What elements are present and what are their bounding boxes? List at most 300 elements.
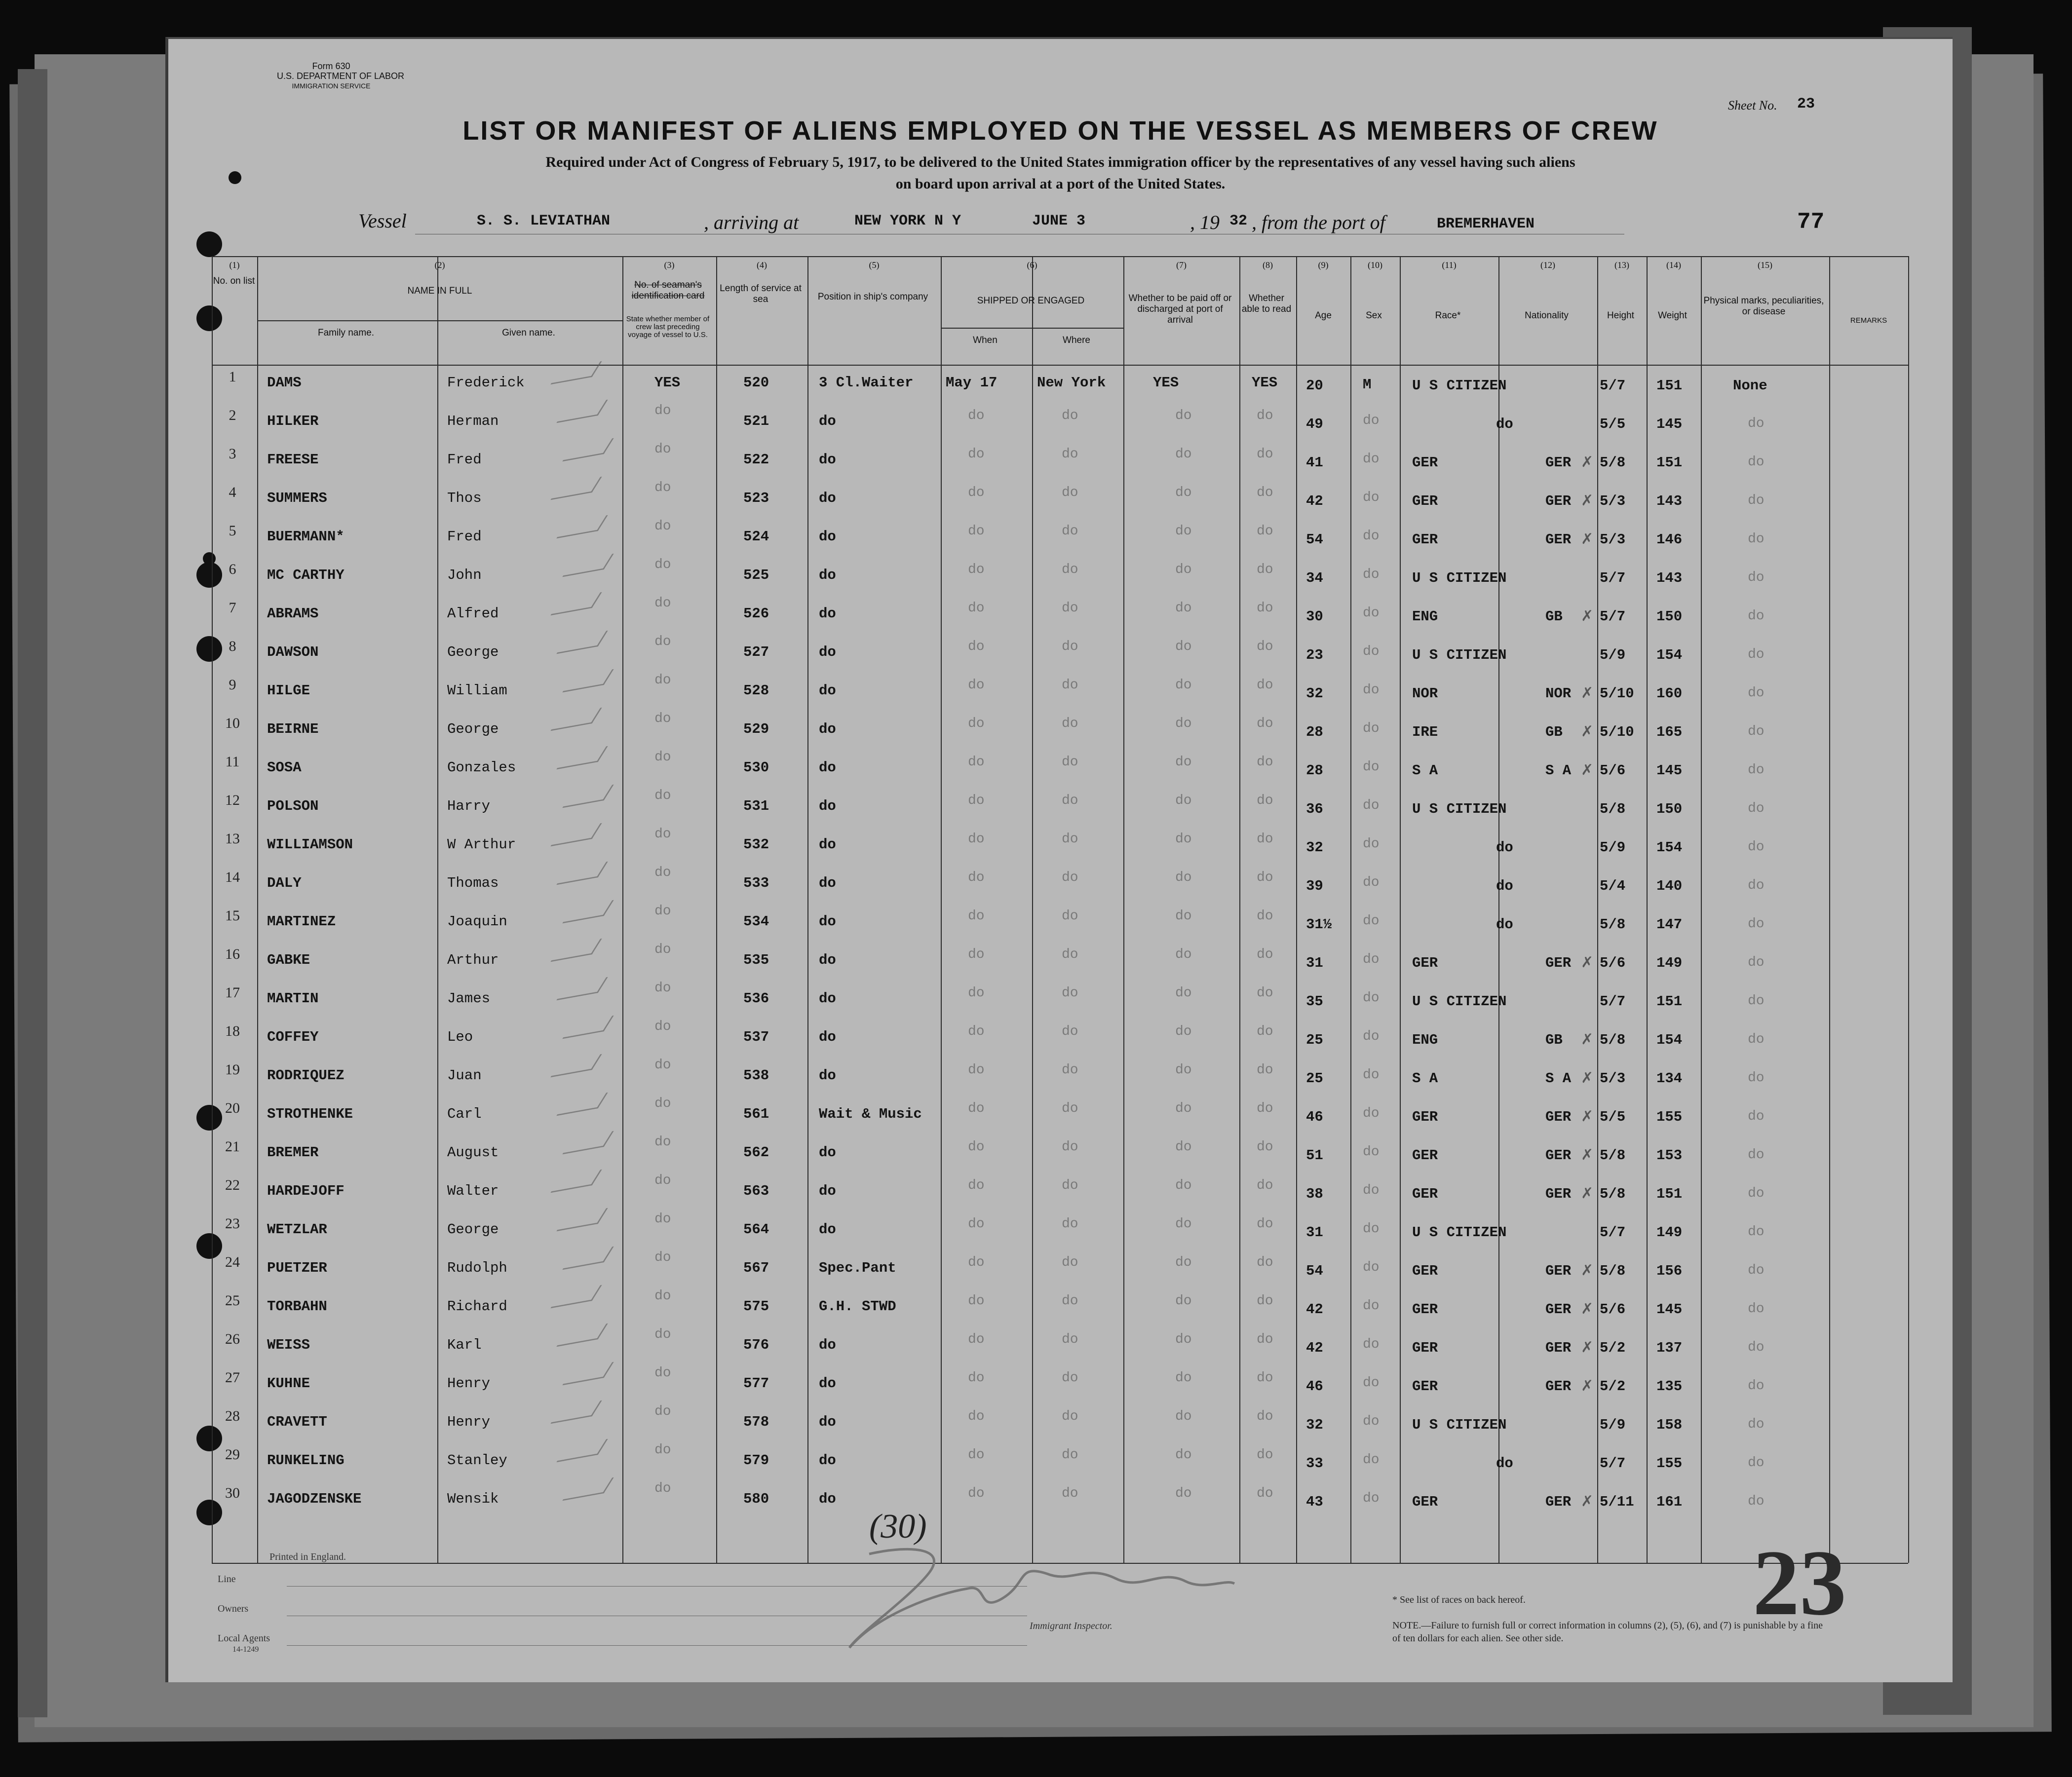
table-column-rule: [622, 256, 623, 1563]
row-number: 21: [225, 1138, 240, 1155]
check-mark: [562, 1477, 614, 1501]
able-to-read: do: [1257, 601, 1273, 616]
height: 5/2: [1600, 1340, 1626, 1356]
physical-marks: do: [1748, 608, 1765, 624]
shipped-when: do: [968, 755, 985, 770]
given-name: W Arthur: [447, 836, 516, 853]
crew-last-voyage: YES: [654, 375, 681, 391]
check-mark: [556, 1323, 608, 1347]
check-mark: [562, 1131, 614, 1154]
weight: 158: [1656, 1417, 1683, 1433]
shipped-where: do: [1062, 1024, 1078, 1039]
able-to-read: do: [1257, 447, 1273, 462]
given-name: Joaquin: [447, 913, 507, 930]
family-name: RUNKELING: [267, 1452, 345, 1469]
nationality-tick: ✗: [1581, 723, 1594, 740]
given-name: Herman: [447, 413, 499, 429]
sex: do: [1363, 1491, 1380, 1506]
physical-marks: do: [1748, 1109, 1765, 1124]
paid-off: do: [1175, 485, 1192, 500]
check-mark: [556, 400, 608, 423]
column-number: (14): [1666, 260, 1681, 270]
position: G.H. STWD: [819, 1298, 896, 1315]
nationality-tick: ✗: [1581, 1147, 1594, 1163]
weight: 156: [1656, 1263, 1683, 1279]
paid-off: do: [1175, 870, 1192, 885]
race: GER: [1412, 1340, 1438, 1356]
physical-marks: do: [1748, 1378, 1765, 1394]
from-label: , from the port of: [1252, 211, 1385, 233]
check-mark: [562, 785, 614, 808]
header-position: Position in ship's company: [817, 292, 928, 302]
height: 5/8: [1600, 1263, 1626, 1279]
crew-last-voyage: do: [654, 1058, 671, 1073]
family-name: DALY: [267, 875, 302, 891]
shipped-when: do: [968, 1447, 985, 1463]
check-mark: [550, 1170, 602, 1193]
given-name: Thos: [447, 490, 482, 506]
able-to-read: do: [1257, 985, 1273, 1001]
shipped-where: do: [1062, 601, 1078, 616]
position: do: [819, 1221, 836, 1238]
row-number: 3: [229, 446, 236, 462]
departure-port: BREMERHAVEN: [1437, 216, 1535, 232]
header-when: When: [973, 335, 998, 345]
able-to-read: do: [1257, 1255, 1273, 1270]
column-number: (3): [664, 260, 675, 270]
crew-last-voyage: do: [654, 1481, 671, 1496]
nationality: S A: [1545, 762, 1572, 779]
race: U S CITIZEN: [1412, 1224, 1507, 1241]
row-number: 12: [225, 792, 240, 808]
crew-last-voyage: do: [654, 1365, 671, 1381]
row-number: 18: [225, 1023, 240, 1039]
nationality-tick: ✗: [1581, 1108, 1594, 1125]
age: 23: [1306, 647, 1323, 663]
weight: 151: [1656, 1186, 1683, 1202]
height: 5/11: [1600, 1494, 1634, 1510]
shipped-where: do: [1062, 793, 1078, 808]
shipped-when: May 17: [946, 375, 998, 391]
given-name: Henry: [447, 1414, 491, 1430]
column-number: (9): [1318, 260, 1329, 270]
header-where: Where: [1063, 335, 1090, 345]
length-of-service: 579: [743, 1452, 769, 1469]
family-name: FREESE: [267, 452, 319, 468]
length-of-service: 521: [743, 413, 769, 429]
check-mark: [562, 554, 614, 577]
check-mark: [550, 1054, 602, 1077]
family-name: HILGE: [267, 682, 310, 699]
column-number: (8): [1263, 260, 1273, 270]
given-name: John: [447, 567, 482, 583]
position: do: [819, 1183, 836, 1199]
check-mark: [562, 900, 614, 923]
weight: 135: [1656, 1378, 1683, 1395]
family-name: WILLIAMSON: [267, 836, 353, 853]
paid-off: do: [1175, 1101, 1192, 1116]
race: GER: [1412, 531, 1438, 548]
nationality: GER: [1545, 1340, 1572, 1356]
position: do: [819, 1067, 836, 1084]
header-nationality: Nationality: [1525, 310, 1569, 321]
column-number: (11): [1442, 260, 1457, 270]
length-of-service: 538: [743, 1067, 769, 1084]
column-number: (2): [434, 260, 445, 270]
length-of-service: 524: [743, 529, 769, 545]
table-column-rule: [1350, 256, 1351, 1563]
given-name: George: [447, 1221, 499, 1238]
weight: 137: [1656, 1340, 1683, 1356]
shipped-where: do: [1062, 1255, 1078, 1270]
printed-note: Printed in England.: [269, 1551, 346, 1562]
table-column-rule: [716, 256, 717, 1563]
nationality-tick: ✗: [1581, 492, 1594, 509]
shipped-when: do: [968, 793, 985, 808]
nationality-tick: ✗: [1581, 608, 1594, 624]
length-of-service: 533: [743, 875, 769, 891]
paid-off: do: [1175, 793, 1192, 808]
length-of-service: 580: [743, 1491, 769, 1507]
sex: do: [1363, 452, 1380, 467]
height: 5/8: [1600, 916, 1626, 933]
header-race: Race*: [1435, 310, 1461, 321]
crew-last-voyage: do: [654, 1134, 671, 1150]
position: do: [819, 452, 836, 468]
paid-off: do: [1175, 1216, 1192, 1232]
shipped-when: do: [968, 716, 985, 731]
table-column-rule: [1239, 256, 1240, 1563]
age: 33: [1306, 1455, 1323, 1472]
nationality-tick: ✗: [1581, 1301, 1594, 1317]
given-name: Alfred: [447, 605, 499, 622]
binder-edge: [18, 69, 47, 1717]
column-number: (10): [1368, 260, 1382, 270]
given-name: Juan: [447, 1067, 482, 1084]
crew-last-voyage: do: [654, 1288, 671, 1304]
sheet-label: Sheet No.: [1728, 98, 1777, 113]
race: GER: [1412, 955, 1438, 971]
able-to-read: do: [1257, 1409, 1273, 1424]
table-column-rule: [807, 256, 808, 1563]
crew-last-voyage: do: [654, 673, 671, 688]
paid-off: do: [1175, 832, 1192, 847]
length-of-service: 536: [743, 990, 769, 1007]
header-shipped: SHIPPED OR ENGAGED: [977, 296, 1085, 306]
family-name: KUHNE: [267, 1375, 310, 1392]
physical-marks: do: [1748, 1186, 1765, 1201]
physical-marks: do: [1748, 1494, 1765, 1509]
row-number: 6: [229, 561, 236, 577]
nationality-tick: ✗: [1581, 1185, 1594, 1202]
sex: do: [1363, 913, 1380, 929]
family-name: MARTIN: [267, 990, 319, 1007]
paid-off: do: [1175, 947, 1192, 962]
weight: 143: [1656, 570, 1683, 586]
header-remarks: REMARKS: [1850, 316, 1887, 325]
nationality-tick: ✗: [1581, 1378, 1594, 1394]
check-mark: [550, 592, 602, 615]
height: 5/7: [1600, 378, 1626, 394]
position: do: [819, 567, 836, 583]
family-name: ABRAMS: [267, 605, 319, 622]
physical-marks: do: [1748, 416, 1765, 431]
shipped-when: do: [968, 1486, 985, 1501]
age: 28: [1306, 762, 1323, 779]
header-able-to-read: Whether able to read: [1241, 293, 1292, 314]
length-of-service: 523: [743, 490, 769, 506]
physical-marks: do: [1748, 1224, 1765, 1240]
manifest-page: [165, 37, 1953, 1682]
able-to-read: do: [1257, 562, 1273, 577]
weight: 145: [1656, 762, 1683, 779]
paid-off: do: [1175, 908, 1192, 924]
table-column-rule: [1498, 256, 1499, 1563]
height: 5/7: [1600, 1455, 1626, 1472]
nationality: GER: [1545, 1301, 1572, 1318]
sex: do: [1363, 1337, 1380, 1352]
able-to-read: do: [1257, 524, 1273, 539]
column-number: (4): [757, 260, 767, 270]
height: 5/9: [1600, 1417, 1626, 1433]
physical-marks: do: [1748, 1301, 1765, 1317]
table-column-rule: [1908, 256, 1909, 1563]
shipped-where: do: [1062, 1101, 1078, 1116]
nationality: GER: [1545, 1109, 1572, 1125]
crew-last-voyage: do: [654, 634, 671, 649]
column-number: (15): [1758, 260, 1772, 270]
row-number: 16: [225, 946, 240, 962]
race: GER: [1412, 1301, 1438, 1318]
shipped-when: do: [968, 1370, 985, 1386]
physical-marks: do: [1748, 1340, 1765, 1355]
nationality-tick: ✗: [1581, 954, 1594, 971]
check-mark: [556, 1208, 608, 1231]
position: do: [819, 605, 836, 622]
able-to-read: do: [1257, 678, 1273, 693]
sex: do: [1363, 721, 1380, 736]
row-number: 24: [225, 1254, 240, 1270]
sex: do: [1363, 875, 1380, 890]
nationality: GER: [1545, 454, 1572, 471]
given-name: Henry: [447, 1375, 491, 1392]
able-to-read: do: [1257, 1216, 1273, 1232]
punch-hole: [196, 305, 222, 331]
vessel-name: S. S. LEVIATHAN: [477, 213, 611, 229]
crew-last-voyage: do: [654, 480, 671, 495]
paid-off: do: [1175, 1486, 1192, 1501]
race: GER: [1412, 1186, 1438, 1202]
age: 31: [1306, 955, 1323, 971]
row-number: 5: [229, 523, 236, 539]
race: ENG: [1412, 608, 1438, 625]
weight: 134: [1656, 1070, 1683, 1087]
age: 46: [1306, 1109, 1323, 1125]
weight: 140: [1656, 878, 1683, 894]
length-of-service: 526: [743, 605, 769, 622]
shipped-where: do: [1062, 947, 1078, 962]
age: 41: [1306, 454, 1323, 471]
sex: do: [1363, 605, 1380, 621]
age: 51: [1306, 1147, 1323, 1164]
inspector-label: Immigrant Inspector.: [1030, 1621, 1113, 1631]
shipped-where: do: [1062, 1293, 1078, 1309]
able-to-read: do: [1257, 755, 1273, 770]
weight: 151: [1656, 993, 1683, 1010]
age: 31: [1306, 1224, 1323, 1241]
manifest-title: LIST OR MANIFEST OF ALIENS EMPLOYED ON THE VESSEL AS MEMBERS OF CREW: [462, 116, 1658, 146]
header-given-name: Given name.: [502, 328, 555, 338]
physical-marks: do: [1748, 1417, 1765, 1432]
paid-off: do: [1175, 447, 1192, 462]
check-mark: [556, 862, 608, 885]
race: GER: [1412, 454, 1438, 471]
row-number: 17: [225, 984, 240, 1001]
column-number: (7): [1176, 260, 1187, 270]
check-mark: [556, 1093, 608, 1116]
table-row-rule: [212, 365, 1908, 366]
physical-marks: do: [1748, 531, 1765, 547]
nationality: GER: [1545, 955, 1572, 971]
physical-marks: do: [1748, 493, 1765, 508]
race: do: [1496, 416, 1513, 432]
header-family-name: Family name.: [317, 328, 375, 338]
family-name: SUMMERS: [267, 490, 327, 506]
position: Spec.Pant: [819, 1260, 896, 1276]
arrival-date: JUNE 3: [1032, 213, 1086, 229]
check-mark: [556, 746, 608, 769]
sex: do: [1363, 1029, 1380, 1044]
physical-marks: do: [1748, 647, 1765, 662]
shipped-when: do: [968, 447, 985, 462]
given-name: Fred: [447, 452, 482, 468]
shipped-when: do: [968, 1139, 985, 1155]
age: 30: [1306, 608, 1323, 625]
footnote-penalty: NOTE.—Failure to furnish full or correct information in columns (2), (5), (6), and (7) is punishable by a fine of ten dollars for each alien. See other side.: [1392, 1620, 1823, 1644]
height: 5/2: [1600, 1378, 1626, 1395]
crew-last-voyage: do: [654, 519, 671, 534]
header-height: Height: [1607, 310, 1634, 321]
paid-off: YES: [1153, 375, 1179, 391]
age: 25: [1306, 1070, 1323, 1087]
height: 5/8: [1600, 1032, 1626, 1048]
check-mark: [562, 1016, 614, 1039]
shipped-where: do: [1062, 1486, 1078, 1501]
shipped-where: do: [1062, 716, 1078, 731]
race: IRE: [1412, 724, 1438, 740]
crew-last-voyage: do: [654, 442, 671, 457]
crew-last-voyage: do: [654, 557, 671, 572]
sex: do: [1363, 1298, 1380, 1314]
length-of-service: 576: [743, 1337, 769, 1353]
given-name: Rudolph: [447, 1260, 507, 1276]
shipped-where: do: [1062, 1216, 1078, 1232]
family-name: BEIRNE: [267, 721, 319, 737]
able-to-read: do: [1257, 1486, 1273, 1501]
header-name-in-full: NAME IN FULL: [407, 286, 472, 296]
race: GER: [1412, 1494, 1438, 1510]
length-of-service: 575: [743, 1298, 769, 1315]
sex: do: [1363, 1414, 1380, 1429]
height: 5/5: [1600, 1109, 1626, 1125]
paid-off: do: [1175, 1370, 1192, 1386]
length-of-service: 525: [743, 567, 769, 583]
shipped-where: do: [1062, 1178, 1078, 1193]
header-weight: Weight: [1658, 310, 1687, 321]
given-name: Karl: [447, 1337, 482, 1353]
position: do: [819, 644, 836, 660]
length-of-service: 534: [743, 913, 769, 930]
table-row-rule: [941, 328, 1123, 329]
paid-off: do: [1175, 1447, 1192, 1463]
shipped-where: do: [1062, 524, 1078, 539]
race: do: [1496, 839, 1513, 856]
weight: 146: [1656, 531, 1683, 548]
given-name: George: [447, 721, 499, 737]
shipped-where: do: [1062, 870, 1078, 885]
sex: do: [1363, 1144, 1380, 1160]
weight: 150: [1656, 608, 1683, 625]
crew-last-voyage: do: [654, 596, 671, 611]
owners-label: Owners: [218, 1603, 249, 1614]
able-to-read: do: [1257, 1293, 1273, 1309]
nationality: GB: [1545, 608, 1563, 625]
weight: 149: [1656, 1224, 1683, 1241]
header-length-service: Length of service at sea: [720, 283, 802, 304]
nationality-tick: ✗: [1581, 1031, 1594, 1048]
check-mark: [550, 1400, 602, 1424]
height: 5/7: [1600, 570, 1626, 586]
sex: M: [1363, 377, 1372, 393]
length-of-service: 520: [743, 375, 769, 391]
header-paid-off: Whether to be paid off or discharged at port of arrival: [1128, 293, 1232, 325]
physical-marks: do: [1748, 1032, 1765, 1047]
length-of-service: 532: [743, 836, 769, 853]
paid-off: do: [1175, 1139, 1192, 1155]
family-name: PUETZER: [267, 1260, 327, 1276]
family-name: MARTINEZ: [267, 913, 336, 930]
age: 35: [1306, 993, 1323, 1010]
corner-number: 77: [1797, 209, 1825, 235]
age: 42: [1306, 493, 1323, 509]
height: 5/8: [1600, 1147, 1626, 1164]
given-name: William: [447, 682, 507, 699]
length-of-service: 535: [743, 952, 769, 968]
sex: do: [1363, 836, 1380, 852]
physical-marks: do: [1748, 993, 1765, 1009]
column-number: (5): [869, 260, 880, 270]
position: do: [819, 682, 836, 699]
column-number: (6): [1027, 260, 1037, 270]
family-name: BREMER: [267, 1144, 319, 1161]
length-of-service: 562: [743, 1144, 769, 1161]
family-name: RODRIQUEZ: [267, 1067, 345, 1084]
agents-rule: [287, 1645, 1027, 1646]
race: U S CITIZEN: [1412, 570, 1507, 586]
row-number: 29: [225, 1446, 240, 1463]
age: 34: [1306, 570, 1323, 586]
shipped-when: do: [968, 1024, 985, 1039]
sex: do: [1363, 413, 1380, 428]
height: 5/6: [1600, 762, 1626, 779]
nationality: GER: [1545, 1263, 1572, 1279]
family-name: DAMS: [267, 375, 302, 391]
shipped-where: do: [1062, 1139, 1078, 1155]
shipped-where: do: [1062, 985, 1078, 1001]
row-number: 8: [229, 638, 236, 654]
age: 25: [1306, 1032, 1323, 1048]
table-row-rule: [212, 256, 1908, 257]
